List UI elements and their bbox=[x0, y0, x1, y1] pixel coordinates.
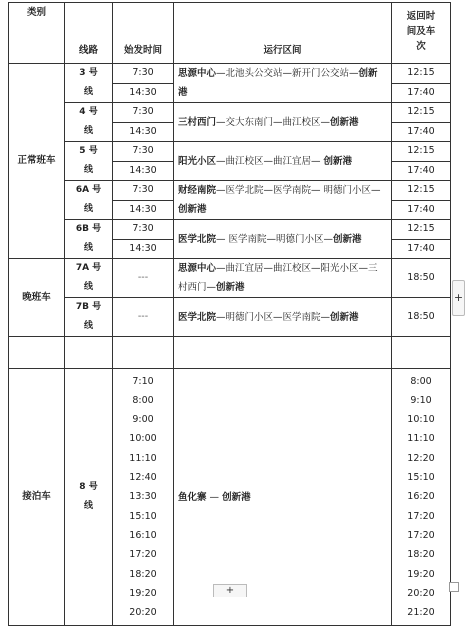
departure-time: 14:30 bbox=[113, 200, 174, 220]
route-end: 创新港 bbox=[216, 282, 245, 293]
departure-time: 14:30 bbox=[113, 239, 174, 259]
line-cell bbox=[65, 103, 113, 142]
return-time: 12:15 bbox=[392, 142, 451, 162]
table-row bbox=[9, 181, 451, 201]
line-suffix: 线 bbox=[83, 126, 93, 136]
departure-time: 19:20 bbox=[129, 587, 157, 599]
line-number: 8 号 bbox=[79, 482, 98, 492]
route-end: 创新港 bbox=[330, 311, 359, 323]
line-cell bbox=[65, 64, 113, 103]
departure-times bbox=[113, 369, 174, 626]
category-evening: 晚班车 bbox=[9, 259, 65, 337]
return-time: 21:20 bbox=[407, 607, 435, 619]
route-stops: —北池头公交站—新开门公交站— bbox=[216, 68, 359, 79]
blank-row bbox=[9, 337, 451, 369]
departure-time: 7:30 bbox=[113, 142, 174, 162]
empty-cell bbox=[392, 337, 451, 369]
route-stops: —交大东南门—曲江校区— bbox=[216, 116, 331, 128]
return-time: 17:20 bbox=[407, 529, 435, 541]
line-number: 4 号 bbox=[79, 107, 98, 117]
bus-schedule-table bbox=[8, 2, 451, 626]
return-time: 17:40 bbox=[392, 122, 451, 142]
line-suffix: 线 bbox=[83, 87, 93, 97]
route-start: 思源中心 bbox=[178, 68, 217, 79]
expand-bottom-button[interactable]: + bbox=[213, 584, 247, 597]
return-time: 12:15 bbox=[392, 103, 451, 123]
header-return: 返回时 间及车 次 bbox=[392, 3, 451, 64]
route-start: 医学北院 bbox=[178, 233, 217, 245]
resize-handle[interactable] bbox=[449, 582, 459, 592]
departure-time: 14:30 bbox=[113, 83, 174, 103]
departure-time: 10:00 bbox=[129, 433, 157, 445]
route-end: 创新港 bbox=[178, 68, 378, 98]
line-number: 5 号 bbox=[79, 146, 98, 156]
departure-time: 9:00 bbox=[132, 414, 154, 426]
route-end: 创新港 bbox=[333, 233, 362, 245]
line-suffix: 线 bbox=[83, 501, 93, 511]
route-end: 创新港 bbox=[178, 204, 207, 215]
return-times bbox=[392, 369, 451, 626]
departure-time: 20:20 bbox=[129, 607, 157, 619]
line-cell bbox=[65, 220, 113, 259]
route-start: 思源中心 bbox=[178, 263, 217, 274]
departure-time: 7:10 bbox=[132, 375, 154, 387]
return-time: 18:50 bbox=[392, 298, 451, 337]
return-time: 8:00 bbox=[410, 375, 432, 387]
route-stops: — bbox=[206, 491, 223, 503]
line-number: 3 号 bbox=[79, 68, 98, 78]
departure-time: 7:30 bbox=[113, 181, 174, 201]
line-suffix: 线 bbox=[83, 165, 93, 175]
line-number: 7A 号 bbox=[75, 263, 102, 273]
route-end: 创新港 bbox=[323, 155, 353, 167]
route-stops: —明德门小区—医学南院— bbox=[216, 311, 331, 323]
departure-time: 11:10 bbox=[129, 452, 157, 464]
return-time: 20:20 bbox=[407, 587, 435, 599]
route-stops: —医学北院—医学南院— 明德门小区— bbox=[216, 185, 381, 196]
return-time: 11:10 bbox=[407, 433, 435, 445]
table-row bbox=[9, 259, 451, 298]
route-stops: — 医学南院—明德门小区— bbox=[216, 233, 334, 245]
header-category: 类别 bbox=[9, 3, 65, 64]
route-cell bbox=[174, 103, 392, 142]
category-shuttle: 接泊车 bbox=[9, 369, 65, 626]
schedule-document bbox=[8, 2, 450, 619]
expand-side-button[interactable]: + bbox=[452, 280, 465, 316]
departure-time: 18:20 bbox=[129, 568, 157, 580]
departure-time: 12:40 bbox=[129, 472, 157, 484]
departure-time: 7:30 bbox=[113, 103, 174, 123]
route-cell bbox=[174, 259, 392, 298]
table-row bbox=[9, 220, 451, 240]
departure-time: 7:30 bbox=[113, 220, 174, 240]
departure-time: 14:30 bbox=[113, 122, 174, 142]
route-start: 医学北院 bbox=[178, 311, 217, 323]
empty-cell bbox=[65, 337, 113, 369]
departure-time: 7:30 bbox=[113, 64, 174, 84]
return-time: 12:20 bbox=[407, 452, 435, 464]
line-cell bbox=[65, 298, 113, 337]
header-departure: 始发时间 bbox=[113, 3, 174, 64]
return-time: 18:20 bbox=[407, 549, 435, 561]
return-time: 9:10 bbox=[410, 394, 432, 406]
line-number: 7B 号 bbox=[75, 302, 102, 312]
departure-time: 14:30 bbox=[113, 161, 174, 181]
line-cell bbox=[65, 259, 113, 298]
route-cell bbox=[174, 64, 392, 103]
route-stops: —曲江校区—曲江宜居— bbox=[216, 155, 324, 167]
table-row bbox=[9, 298, 451, 337]
table-row bbox=[9, 142, 451, 162]
line-cell bbox=[65, 142, 113, 181]
return-time: 19:20 bbox=[407, 568, 435, 580]
category-regular: 正常班车 bbox=[9, 64, 65, 259]
return-time: 12:15 bbox=[392, 181, 451, 201]
return-time: 17:40 bbox=[392, 239, 451, 259]
route-cell bbox=[174, 298, 392, 337]
empty-cell bbox=[113, 337, 174, 369]
return-time: 17:40 bbox=[392, 200, 451, 220]
return-time: 17:20 bbox=[407, 510, 435, 522]
return-time: 18:50 bbox=[392, 259, 451, 298]
table-row bbox=[9, 103, 451, 123]
empty-cell bbox=[174, 337, 392, 369]
line-suffix: 线 bbox=[83, 282, 93, 292]
departure-time: --- bbox=[113, 298, 174, 337]
line-cell bbox=[65, 181, 113, 220]
route-start: 阳光小区 bbox=[178, 155, 217, 167]
route-cell bbox=[174, 142, 392, 181]
table-row bbox=[9, 64, 451, 84]
route-cell bbox=[174, 369, 392, 626]
return-time: 16:20 bbox=[407, 491, 435, 503]
departure-time: 17:20 bbox=[129, 549, 157, 561]
departure-time: 13:30 bbox=[129, 491, 157, 503]
empty-cell bbox=[9, 337, 65, 369]
return-time: 10:10 bbox=[407, 414, 435, 426]
line-suffix: 线 bbox=[83, 243, 93, 253]
route-start: 三村西门 bbox=[178, 116, 217, 128]
return-time: 15:10 bbox=[407, 472, 435, 484]
header-row bbox=[9, 3, 451, 64]
departure-time: --- bbox=[113, 259, 174, 298]
line-suffix: 线 bbox=[83, 204, 93, 214]
departure-time: 8:00 bbox=[132, 394, 154, 406]
line-number: 6A 号 bbox=[75, 185, 102, 195]
header-route: 运行区间 bbox=[174, 3, 392, 64]
departure-time: 16:10 bbox=[129, 529, 157, 541]
route-cell bbox=[174, 220, 392, 259]
route-stops: —曲江宜居—曲江校区—阳光小区—三村西门— bbox=[178, 263, 378, 293]
header-line: 线路 bbox=[65, 3, 113, 64]
return-time: 12:15 bbox=[392, 64, 451, 84]
route-start: 财经南院 bbox=[178, 185, 217, 196]
line-suffix: 线 bbox=[83, 321, 93, 331]
departure-time: 15:10 bbox=[129, 510, 157, 522]
route-end: 创新港 bbox=[222, 491, 251, 503]
return-time: 12:15 bbox=[392, 220, 451, 240]
route-cell bbox=[174, 181, 392, 220]
line-number: 6B 号 bbox=[75, 224, 102, 234]
line-cell bbox=[65, 369, 113, 626]
route-start: 鱼化寨 bbox=[178, 491, 207, 503]
return-time: 17:40 bbox=[392, 83, 451, 103]
return-time: 17:40 bbox=[392, 161, 451, 181]
route-end: 创新港 bbox=[330, 116, 359, 128]
